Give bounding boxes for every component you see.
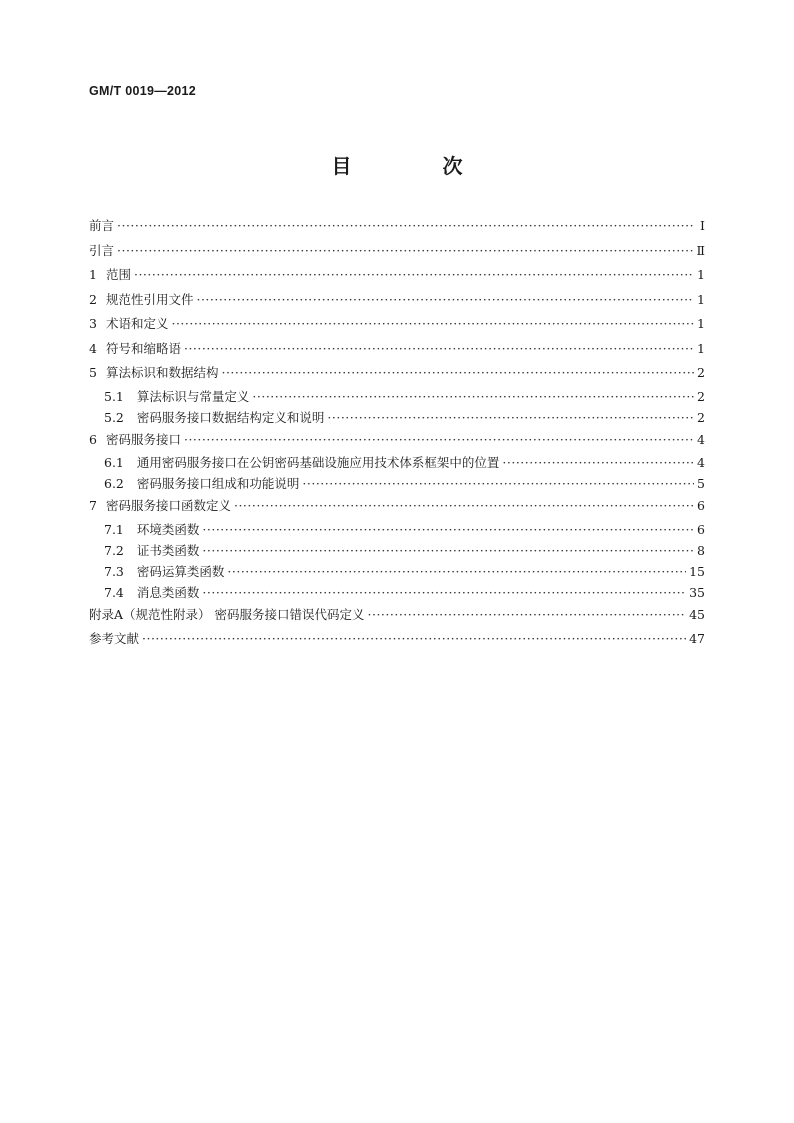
toc-entry-page: 4: [697, 431, 705, 447]
toc-entry-text: 范围: [105, 267, 131, 282]
toc-entry-number: 6.1: [104, 455, 124, 470]
toc-entry[interactable]: [89, 519, 705, 540]
toc-entry-text: 环境类函数: [136, 521, 200, 537]
toc-entry[interactable]: [89, 337, 705, 362]
toc-entry-label: [89, 239, 114, 264]
toc-entry-page: 47: [689, 631, 705, 646]
toc-entry-text: 引言: [89, 242, 115, 258]
dot-leader: [142, 627, 686, 652]
toc-entry[interactable]: [89, 627, 705, 652]
toc-entry[interactable]: [89, 603, 705, 628]
toc-entry-number: 7: [89, 498, 97, 513]
toc-entry-page: 1: [697, 267, 705, 282]
toc-entry-page: 35: [689, 584, 705, 600]
dot-leader: [202, 519, 694, 540]
toc-entry[interactable]: [89, 428, 705, 453]
toc-entry-page: 15: [689, 563, 705, 579]
toc-entry-text: 证书类函数: [136, 542, 200, 558]
toc-entry[interactable]: [89, 263, 705, 288]
toc-entry-label: [89, 263, 131, 288]
page-title: 目 次: [331, 154, 505, 178]
toc-entry-label: [89, 361, 218, 386]
toc-entry-page: Ⅰ: [700, 218, 705, 233]
dot-leader: [184, 428, 694, 453]
toc-entry[interactable]: [89, 494, 705, 519]
toc-entry[interactable]: [89, 561, 705, 582]
toc-entry-page: 2: [697, 409, 705, 425]
toc-entry-page: 6: [697, 498, 705, 513]
toc-entry-page: 4: [697, 455, 705, 470]
toc-entry-text: 密码服务接口组成和功能说明: [136, 476, 300, 491]
toc-entry-text: 密码运算类函数: [136, 563, 225, 579]
toc-entry-page: Ⅱ: [696, 242, 705, 258]
toc-entry[interactable]: [89, 386, 705, 407]
dot-leader: [302, 473, 694, 494]
toc-entry-text: 前言: [89, 218, 115, 233]
toc-entry[interactable]: [89, 214, 705, 239]
toc-entry[interactable]: [89, 239, 705, 264]
toc-entry[interactable]: [89, 361, 705, 386]
toc-entry-number: 5.2: [104, 409, 124, 425]
toc-entry-page: 6: [697, 521, 705, 537]
toc-entry-number: 7.3: [104, 563, 124, 579]
toc-entry-label: [104, 582, 199, 603]
toc-entry[interactable]: [89, 582, 705, 603]
dot-leader: [134, 263, 694, 288]
dot-leader: [327, 407, 694, 428]
toc-entry-label: [89, 428, 181, 453]
toc-entry-number: 1: [89, 267, 97, 282]
dot-leader: [117, 214, 694, 239]
toc-entry[interactable]: [89, 288, 705, 313]
toc-entry[interactable]: [89, 473, 705, 494]
toc-entry-number: 7.4: [104, 584, 124, 600]
toc-entry-text: 通用密码服务接口在公钥密码基础设施应用技术体系框架中的位置: [136, 455, 500, 470]
toc-entry-number: 6: [89, 431, 97, 447]
toc-entry-page: 1: [697, 340, 705, 356]
toc-entry-label: [104, 540, 199, 561]
toc-entry-label: [89, 337, 181, 362]
toc-entry-label: [89, 312, 168, 337]
toc-entry[interactable]: [89, 407, 705, 428]
dot-leader: [196, 288, 694, 313]
toc-entry-label: [104, 473, 299, 494]
document-code: GM/T 0019—2012: [89, 84, 197, 98]
toc-entry-number: 5: [89, 365, 97, 380]
toc-entry-text: 符号和缩略语: [105, 340, 181, 356]
toc-entry-number: 6.2: [104, 476, 124, 491]
toc-entry-number: 4: [89, 340, 97, 356]
dot-leader: [171, 312, 694, 337]
toc-entry-page: 2: [697, 365, 705, 380]
toc-entry-label: [89, 214, 114, 239]
toc-entry-label: [89, 288, 193, 313]
toc-entry-text: 术语和定义: [105, 316, 169, 331]
toc-entry-number: 5.1: [104, 388, 124, 404]
toc-entry-label: [89, 627, 139, 652]
toc-entry-label: [89, 494, 231, 519]
dot-leader: [227, 561, 686, 582]
toc-entry-text: 密码服务接口: [105, 431, 181, 447]
dot-leader: [502, 452, 694, 473]
toc-entry-text: 规范性引用文件: [105, 291, 194, 307]
toc-entry-page: 5: [697, 476, 705, 491]
dot-leader: [117, 239, 693, 264]
toc-entry-page: 1: [697, 316, 705, 331]
dot-leader: [202, 540, 694, 561]
toc-entry[interactable]: [89, 540, 705, 561]
toc-entry-label: [104, 452, 499, 473]
toc-entry-label: [104, 519, 199, 540]
toc-entry-label: [104, 561, 224, 582]
toc-entry-text: 密码服务接口函数定义: [105, 498, 231, 513]
toc-entry-number: 2: [89, 291, 97, 307]
toc-entry-text: 算法标识和数据结构: [105, 365, 219, 380]
toc-entry-page: 1: [697, 291, 705, 307]
dot-leader: [184, 337, 694, 362]
toc-entry-page: 45: [689, 606, 705, 622]
toc-entry-label: [104, 386, 249, 407]
toc-entry-number: 3: [89, 316, 97, 331]
toc-entry[interactable]: [89, 452, 705, 473]
toc-entry-page: 2: [697, 388, 705, 404]
dot-leader: [202, 582, 686, 603]
table-of-contents: [89, 214, 705, 652]
toc-entry-page: 8: [697, 542, 705, 558]
dot-leader: [252, 386, 694, 407]
toc-entry-text: 密码服务接口数据结构定义和说明: [136, 409, 325, 425]
toc-entry-text: 算法标识与常量定义: [136, 388, 250, 404]
toc-entry-text: 消息类函数: [136, 584, 200, 600]
toc-entry[interactable]: [89, 312, 705, 337]
toc-entry-label: [104, 407, 324, 428]
toc-entry-text: 参考文献: [89, 631, 140, 646]
dot-leader: [368, 603, 687, 628]
dot-leader: [234, 494, 694, 519]
toc-entry-text: 附录A（规范性附录） 密码服务接口错误代码定义: [89, 606, 365, 622]
toc-entry-number: 7.1: [104, 521, 124, 537]
dot-leader: [221, 361, 694, 386]
toc-entry-number: 7.2: [104, 542, 124, 558]
toc-entry-label: [89, 603, 365, 628]
